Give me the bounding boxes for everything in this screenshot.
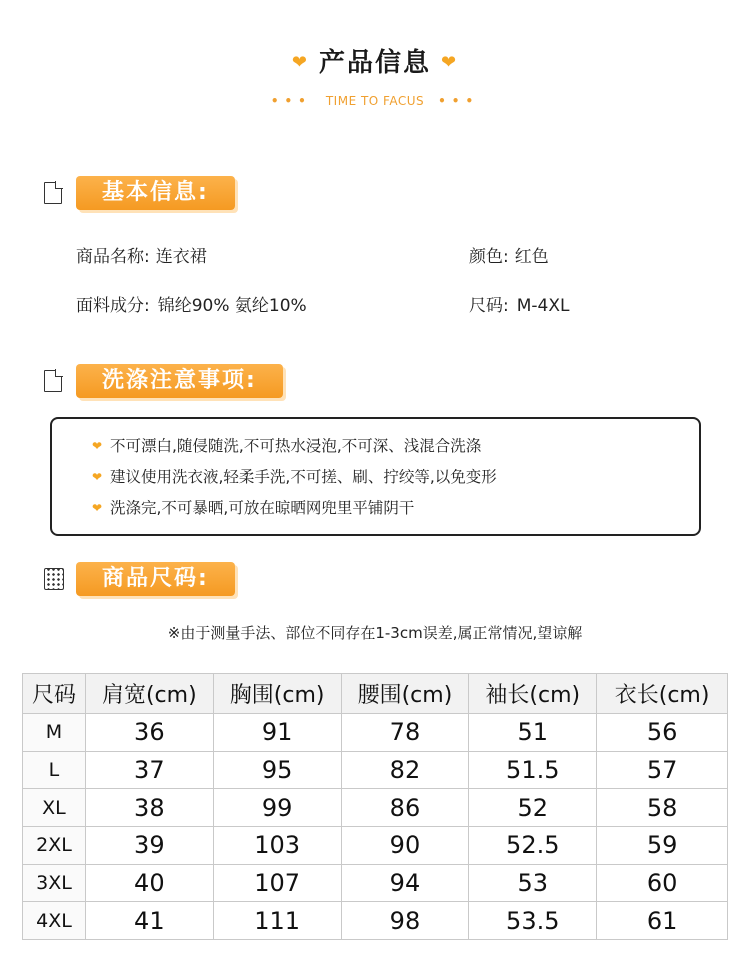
table-cell: 52.5	[469, 827, 597, 865]
column-header: 肩宽(cm)	[85, 674, 213, 714]
page-subtitle-text: TIME TO FACUS	[325, 94, 425, 108]
table-cell: 53	[469, 864, 597, 902]
table-cell: 91	[213, 714, 341, 752]
table-cell: 57	[597, 751, 728, 789]
table-cell: 3XL	[23, 864, 86, 902]
list-item	[92, 493, 699, 524]
column-header: 腰围(cm)	[341, 674, 469, 714]
dots-decoration: •••	[438, 94, 480, 108]
table-cell: XL	[23, 789, 86, 827]
table-cell: 38	[85, 789, 213, 827]
table-header-row	[23, 674, 728, 714]
table-cell: 56	[597, 714, 728, 752]
calendar-icon	[44, 568, 64, 590]
table-cell: 37	[85, 751, 213, 789]
fabric-value: 锦纶90% 氨纶10%	[157, 296, 307, 316]
table-cell: M	[23, 714, 86, 752]
table-row	[23, 751, 728, 789]
table-cell: 90	[341, 827, 469, 865]
column-header: 袖长(cm)	[469, 674, 597, 714]
heart-icon: ❤	[92, 501, 103, 515]
page-subtitle	[0, 94, 750, 108]
table-cell: 58	[597, 789, 728, 827]
heart-icon: ❤	[92, 470, 103, 484]
section-title: 洗涤注意事项:	[76, 364, 283, 398]
heart-icon: ❤	[291, 52, 309, 73]
heart-icon: ❤	[92, 439, 103, 453]
color-label: 颜色:	[469, 247, 509, 267]
table-cell: 61	[597, 902, 728, 940]
size-range-label: 尺码:	[469, 296, 509, 316]
table-cell: L	[23, 751, 86, 789]
table-cell: 86	[341, 789, 469, 827]
document-icon	[44, 182, 62, 204]
size-note: ※由于测量手法、部位不同存在1-3cm误差,属正常情况,望谅解	[167, 624, 583, 642]
table-cell: 41	[85, 902, 213, 940]
section-title: 基本信息:	[76, 176, 235, 210]
fabric-row	[76, 291, 307, 316]
table-row	[23, 789, 728, 827]
table-row	[23, 827, 728, 865]
product-name-row	[76, 242, 207, 267]
list-item	[92, 431, 699, 462]
table-cell: 4XL	[23, 902, 86, 940]
wash-item-text: 建议使用洗衣液,轻柔手洗,不可搓、刷、拧绞等,以免变形	[110, 468, 497, 486]
table-row	[23, 902, 728, 940]
table-cell: 2XL	[23, 827, 86, 865]
heart-icon: ❤	[441, 52, 459, 73]
table-cell: 94	[341, 864, 469, 902]
table-cell: 78	[341, 714, 469, 752]
table-cell: 51	[469, 714, 597, 752]
table-cell: 36	[85, 714, 213, 752]
column-header: 衣长(cm)	[597, 674, 728, 714]
table-cell: 60	[597, 864, 728, 902]
wash-item-text: 不可漂白,随侵随洗,不可热水浸泡,不可深、浅混合洗涤	[110, 437, 482, 455]
table-row	[23, 864, 728, 902]
fabric-label: 面料成分:	[76, 296, 150, 316]
color-value: 红色	[514, 247, 549, 267]
wash-instructions-box	[50, 417, 701, 536]
list-item	[92, 462, 699, 493]
table-row	[23, 714, 728, 752]
table-cell: 53.5	[469, 902, 597, 940]
table-cell: 107	[213, 864, 341, 902]
table-cell: 99	[213, 789, 341, 827]
size-range-value: M-4XL	[516, 296, 570, 316]
table-cell: 52	[469, 789, 597, 827]
product-name-label: 商品名称:	[76, 247, 150, 267]
table-cell: 82	[341, 751, 469, 789]
column-header: 尺码	[23, 674, 86, 714]
document-icon	[44, 370, 62, 392]
page-title	[0, 42, 750, 79]
table-cell: 103	[213, 827, 341, 865]
table-cell: 39	[85, 827, 213, 865]
color-row	[469, 242, 549, 267]
wash-item-text: 洗涤完,不可暴晒,可放在晾晒网兜里平铺阴干	[110, 499, 415, 517]
dots-decoration: •••	[270, 94, 312, 108]
size-range-row	[469, 291, 569, 316]
table-cell: 59	[597, 827, 728, 865]
size-table	[22, 673, 728, 940]
table-cell: 40	[85, 864, 213, 902]
page-title-text: 产品信息	[318, 48, 431, 78]
table-cell: 51.5	[469, 751, 597, 789]
product-name-value: 连衣裙	[155, 247, 207, 267]
section-title: 商品尺码:	[76, 562, 235, 596]
table-cell: 98	[341, 902, 469, 940]
table-cell: 111	[213, 902, 341, 940]
column-header: 胸围(cm)	[213, 674, 341, 714]
table-cell: 95	[213, 751, 341, 789]
